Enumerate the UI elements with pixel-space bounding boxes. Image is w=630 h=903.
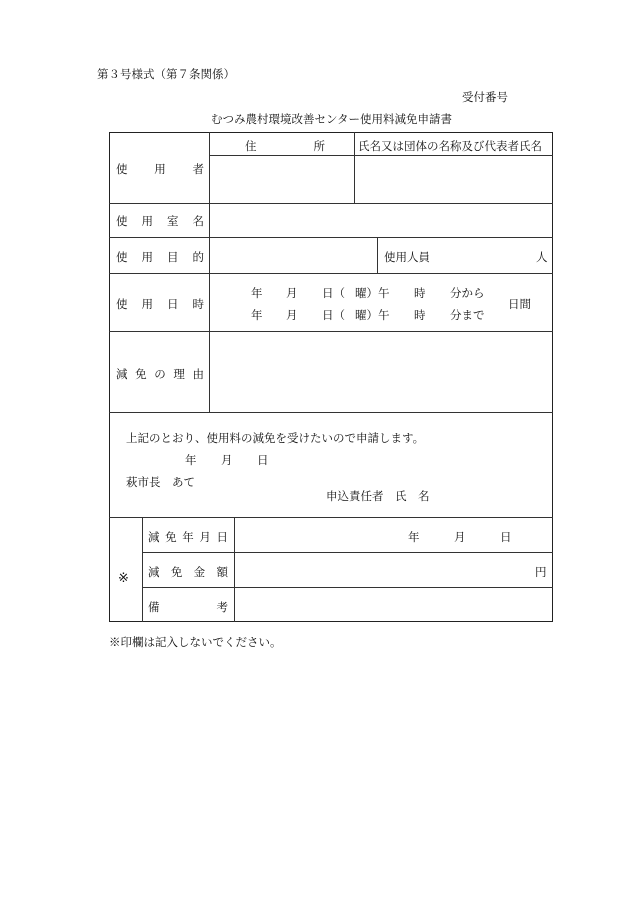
exemption-date-label: 減 免 年 月 日 (148, 530, 228, 544)
people-label: 使用人員 (384, 250, 430, 264)
purpose-label: 使 用 目 的 (116, 250, 204, 264)
people-unit: 人 (536, 250, 548, 264)
name-field[interactable] (355, 156, 552, 202)
applicant-label: 申込責任者 氏 名 (326, 489, 430, 503)
form-number: 第３号様式（第７条関係） (97, 67, 235, 81)
room-field[interactable] (210, 204, 552, 236)
name-header: 氏名又は団体の名称及び代表者氏名 (358, 139, 542, 153)
footer-note: ※印欄は記入しないでください。 (109, 635, 282, 649)
receipt-number-label: 受付番号 (462, 90, 508, 104)
days-label: 日間 (508, 297, 531, 311)
address-field[interactable] (210, 156, 353, 202)
reason-label: 減 免 の 理 由 (116, 367, 204, 381)
addressee: 萩市長 あて (126, 475, 195, 489)
form-title: むつみ農村環境改善センター使用料減免申請書 (211, 112, 453, 126)
remarks-label: 備 考 (148, 600, 228, 614)
room-label: 使 用 室 名 (116, 214, 204, 228)
reason-field[interactable] (210, 332, 552, 411)
datetime-label: 使 用 日 時 (116, 297, 204, 311)
amount-unit: 円 (535, 565, 547, 579)
user-label: 使 用 者 (116, 162, 204, 176)
address-header: 住 所 (245, 139, 325, 153)
exemption-amount-label: 減 免 金 額 (148, 565, 228, 579)
declaration-statement: 上記のとおり、使用料の減免を受けたいので申請します。 (126, 431, 425, 445)
office-use-mark: ※ (118, 571, 129, 586)
purpose-field[interactable] (210, 238, 376, 272)
